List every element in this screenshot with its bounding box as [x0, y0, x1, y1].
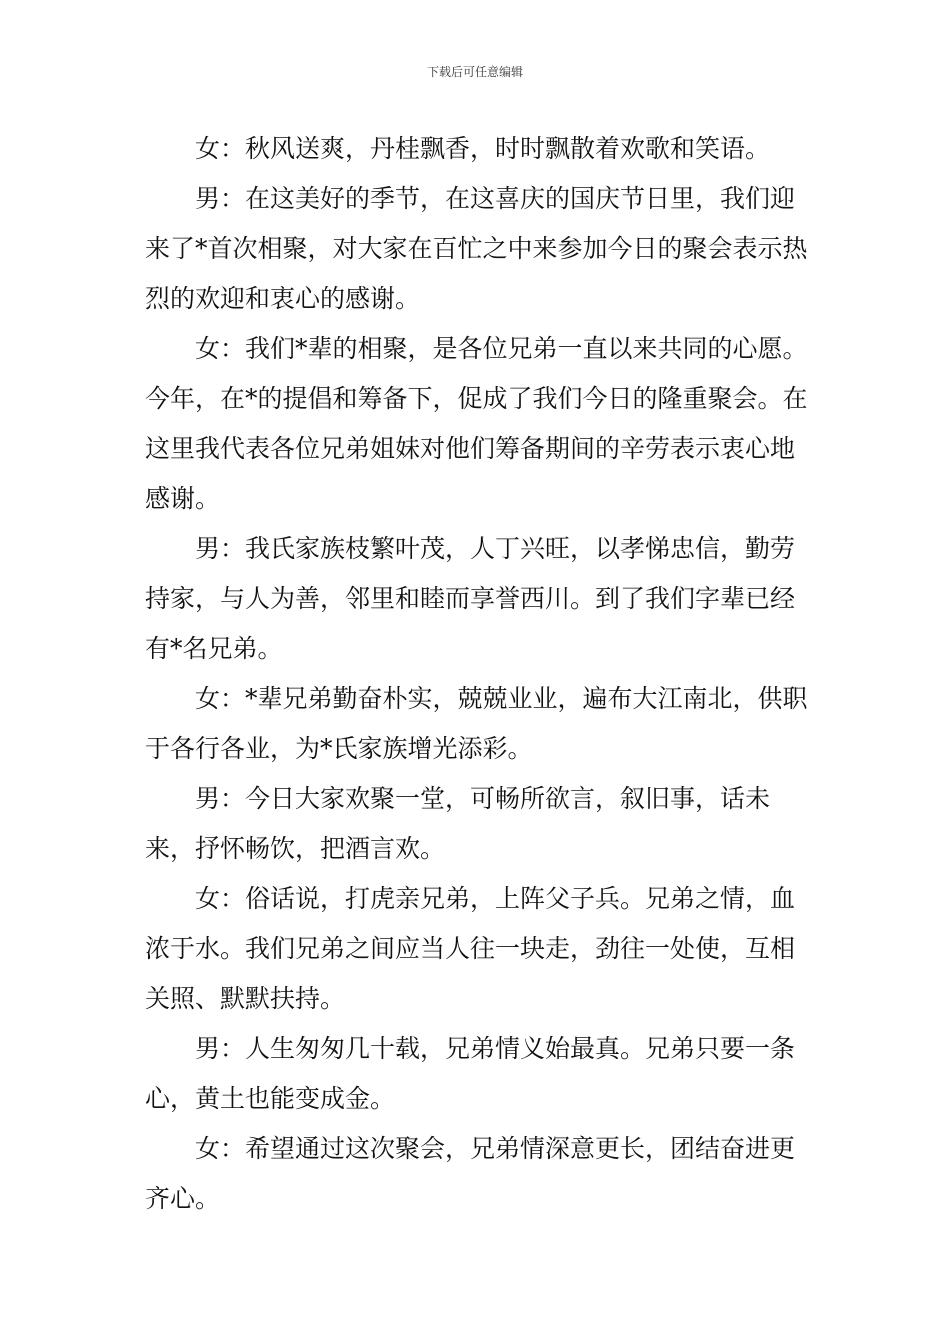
paragraph-6: 男：今日大家欢聚一堂，可畅所欲言，叙旧事，话未来，抒怀畅饮，把酒言欢。	[145, 784, 771, 863]
paragraph-8: 男：人生匆匆几十载，兄弟情义始最真。兄弟只要一条心，黄土也能变成金。	[145, 1034, 796, 1113]
paragraph-5: 女：*辈兄弟勤奋朴实，兢兢业业，遍布大江南北，供职于各行各业，为*氏家族增光添彩。	[145, 684, 808, 763]
page-header-note: 下载后可任意编辑	[426, 65, 523, 79]
paragraph-7: 女：俗话说，打虎亲兄弟，上阵父子兵。兄弟之情，血浓于水。我们兄弟之间应当人往一块走，劲往一处使，互相关照、默默扶持。	[145, 884, 796, 1013]
paragraph-2: 男：在这美好的季节，在这喜庆的国庆节日里，我们迎来了*首次相聚，对大家在百忙之中来参加今日的聚会表示热烈的欢迎和衷心的感谢。	[145, 184, 808, 313]
paragraph-1: 女：秋风送爽，丹桂飘香，时时飘散着欢歌和笑语。	[195, 134, 771, 163]
paragraph-3: 女：我们*辈的相聚，是各位兄弟一直以来共同的心愿。今年，在*的提倡和筹备下，促成了我们今日的隆重聚会。在这里我代表各位兄弟姐妹对他们筹备期间的辛劳表示衷心地感谢。	[145, 334, 808, 513]
paragraph-4: 男：我氏家族枝繁叶茂，人丁兴旺，以孝悌忠信，勤劳持家，与人为善，邻里和睦而享誉西川。到了我们字辈已经有*名兄弟。	[145, 534, 796, 663]
paragraph-9: 女：希望通过这次聚会，兄弟情深意更长，团结奋进更齐心。	[145, 1134, 796, 1213]
document-body	[145, 124, 813, 1224]
